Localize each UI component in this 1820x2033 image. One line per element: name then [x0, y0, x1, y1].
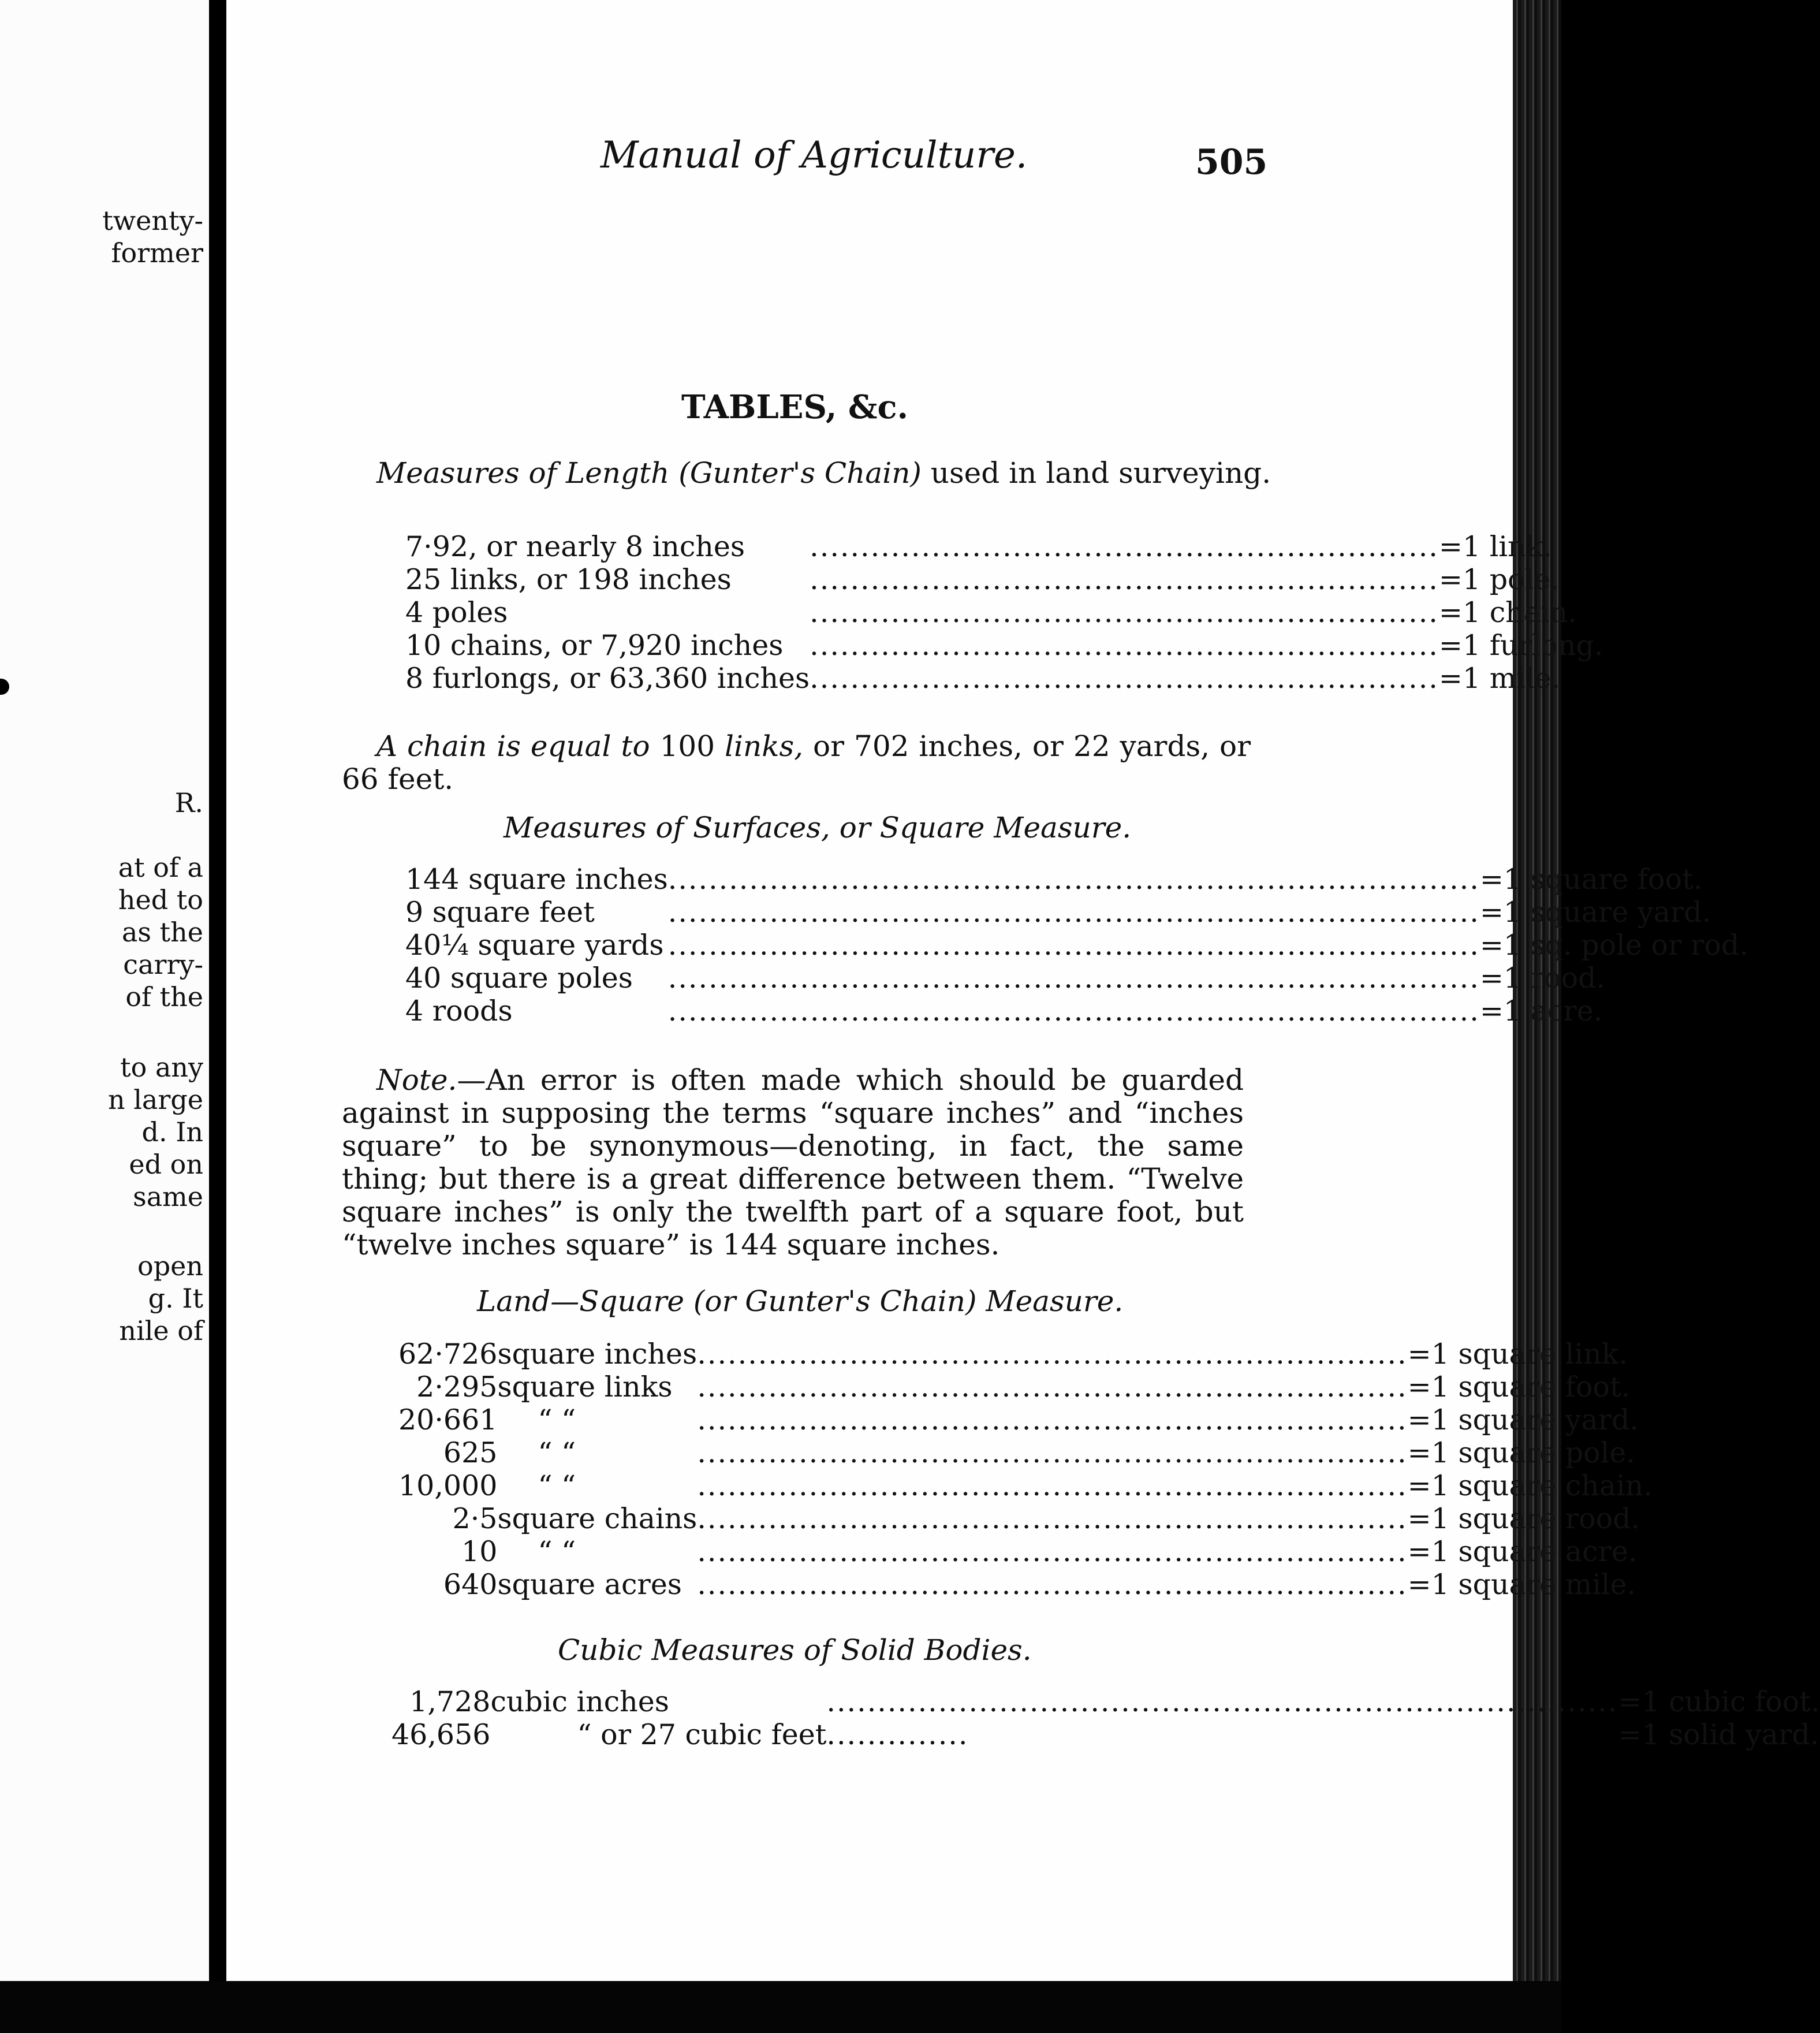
leader-dots: ......................................................................: [697, 1403, 1408, 1436]
leader-dots: ..............................................................: [810, 596, 1439, 629]
equals-sign: =: [1407, 1403, 1431, 1436]
table-row: [398, 1403, 1653, 1436]
section-title-land: [477, 1284, 1123, 1318]
page-number: 505: [1195, 142, 1268, 183]
table-row: [398, 1436, 1653, 1469]
equals-sign: =: [1438, 530, 1463, 563]
table-row: [398, 1371, 1653, 1403]
table-cell-number: 625: [443, 1436, 498, 1469]
table-cell-result: 1 square yard.: [1431, 1403, 1639, 1436]
equals-sign: =: [1407, 1535, 1431, 1568]
leader-dots: ................................................................................: [667, 929, 1480, 962]
bullet-mark: [0, 679, 9, 695]
table-row: [398, 1469, 1653, 1502]
left-fragment: at of a: [118, 852, 203, 883]
table-cell-unit: square links: [497, 1371, 673, 1403]
table-cell-result: 1 cubic foot.: [1642, 1685, 1820, 1718]
left-fragment: to any: [120, 1052, 203, 1083]
table-cell-result: 1 square yard.: [1503, 896, 1711, 929]
left-fragment: open: [137, 1250, 203, 1282]
land-table: [398, 1338, 1653, 1601]
table-row: [405, 929, 1748, 962]
table-row: [405, 563, 1603, 596]
table-cell-quantity: 40 square poles: [405, 962, 633, 995]
equals-sign: =: [1479, 863, 1504, 896]
table-cell-result: 1 square chain.: [1431, 1469, 1653, 1502]
table-cell-result: 1 link.: [1462, 530, 1552, 563]
leader-dots: ......................................................................: [697, 1371, 1408, 1403]
table-cell-quantity: 9 square feet: [405, 896, 595, 929]
left-fragment: g. It: [148, 1283, 203, 1314]
table-cell-result: 1 square foot.: [1503, 863, 1703, 896]
table-cell-quantity: 144 square inches: [405, 863, 668, 896]
equals-sign: =: [1618, 1685, 1642, 1718]
table-row: [391, 1718, 1820, 1751]
left-fragment: twenty-: [102, 205, 203, 236]
table-row: [391, 1685, 1820, 1718]
leader-dots: ......................................................................: [697, 1502, 1408, 1535]
table-cell-result: 1 mile.: [1462, 662, 1561, 695]
equals-sign: =: [1407, 1568, 1431, 1601]
table-cell-number: 10,000: [398, 1469, 498, 1502]
table-cell-result: 1 furlong.: [1462, 629, 1603, 662]
left-fragment: R.: [174, 787, 203, 818]
table-cell-result: 1 sq. pole or rod.: [1503, 929, 1748, 962]
leader-dots: ..............................................................................: [826, 1685, 1618, 1718]
left-fragment: nile of: [119, 1315, 203, 1346]
table-row: [398, 1535, 1653, 1568]
left-fragment: carry-: [123, 949, 203, 980]
leader-dots: ......................................................................: [697, 1535, 1408, 1568]
left-fragment: ed on: [129, 1149, 203, 1180]
table-row: [405, 596, 1603, 629]
equals-sign: =: [1438, 629, 1463, 662]
table-cell-unit: square inches: [497, 1338, 698, 1371]
equals-sign: =: [1479, 995, 1504, 1027]
chain-note-text-2: or 702 inches, or 22 yards, or 66 feet.: [342, 729, 1251, 796]
equals-sign: =: [1407, 1338, 1431, 1371]
equals-sign: =: [1407, 1502, 1431, 1535]
section-title-rest: used in land surveying.: [921, 456, 1271, 490]
equals-sign: =: [1407, 1469, 1431, 1502]
table-cell-result: 1 rood.: [1503, 962, 1606, 995]
table-cell-quantity: 40¼ square yards: [405, 929, 664, 962]
leader-dots: ................................................................................: [667, 896, 1480, 929]
leader-dots: ................................................................................: [667, 995, 1480, 1027]
section-title-cubic: [558, 1633, 1032, 1667]
table-row: [405, 530, 1603, 563]
running-title: Manual of Agriculture.: [601, 134, 1028, 177]
chain-note-italic-b: links,: [725, 729, 804, 763]
table-cell-result: 1 square pole.: [1431, 1436, 1635, 1469]
section-title-italic: Measures of Length (Gunter's Chain): [376, 456, 922, 490]
table-cell-result: 1 square mile.: [1431, 1568, 1636, 1601]
equals-sign: =: [1438, 662, 1463, 695]
table-cell-unit: cubic inches: [490, 1685, 669, 1718]
section-title-length: [376, 456, 1271, 490]
note-text: —An error is often made which should be guarded against in supposing the terms “square inches” and “inches square” to be synonymous—denoting, in fact, the same thing; but there is a great difference between them. “Twelve square inches” is only the twelfth part of a square foot, but “twelve inches square” is 144 square inches.: [342, 1063, 1244, 1261]
table-cell-number: 2·5: [452, 1502, 498, 1535]
table-row: [405, 962, 1748, 995]
left-fragment: hed to: [118, 884, 203, 915]
left-fragment: n large: [107, 1084, 203, 1115]
leader-dots: ..............................................................: [810, 629, 1439, 662]
equals-sign: =: [1618, 1718, 1642, 1751]
leader-dots: ..............: [826, 1718, 969, 1751]
table-row: [398, 1502, 1653, 1535]
table-cell-number: 20·661: [398, 1403, 498, 1436]
table-cell-quantity: 10 chains, or 7,920 inches: [405, 629, 784, 662]
section-title-italic: Land—Square (or Gunter's Chain) Measure.: [477, 1284, 1124, 1318]
length-table: [405, 530, 1603, 695]
table-cell-number: 2·295: [416, 1371, 498, 1403]
scan-border: [0, 1981, 1561, 2033]
leader-dots: ......................................................................: [697, 1436, 1408, 1469]
table-cell-quantity: 4 poles: [405, 596, 508, 629]
table-cell-unit: “ “: [538, 1436, 576, 1469]
table-cell-number: 10: [461, 1535, 498, 1568]
chain-note-paragraph: [342, 730, 1251, 796]
table-row: [405, 863, 1748, 896]
table-cell-quantity: 7·92, or nearly 8 inches: [405, 530, 745, 563]
note-paragraph: [342, 1064, 1244, 1261]
chain-note-text-1: 100: [650, 729, 725, 763]
equals-sign: =: [1407, 1371, 1431, 1403]
table-row: [398, 1568, 1653, 1601]
page-title: TABLES, &c.: [681, 388, 909, 426]
equals-sign: =: [1407, 1436, 1431, 1469]
table-cell-result: 1 chain.: [1462, 596, 1577, 629]
table-cell-number: 640: [443, 1568, 498, 1601]
equals-sign: =: [1479, 929, 1504, 962]
cubic-table: [391, 1685, 1820, 1751]
left-fragment: d. In: [141, 1116, 203, 1148]
table-row: [405, 995, 1748, 1027]
table-cell-unit: “ “: [538, 1469, 576, 1502]
table-cell-result: 1 pole.: [1462, 563, 1560, 596]
table-cell-unit: “ or 27 cubic feet: [577, 1718, 827, 1751]
left-fragment: as the: [122, 917, 203, 948]
note-label: Note.: [376, 1063, 457, 1097]
chain-note-italic-a: A chain is equal to: [376, 729, 650, 763]
table-cell-quantity: 8 furlongs, or 63,360 inches: [405, 662, 810, 695]
table-cell-result: 1 square acre.: [1431, 1535, 1638, 1568]
section-title-italic: Cubic Measures of Solid Bodies.: [558, 1633, 1032, 1667]
table-row: [405, 896, 1748, 929]
leader-dots: ..............................................................: [810, 662, 1439, 695]
equals-sign: =: [1438, 563, 1463, 596]
table-cell-result: 1 square foot.: [1431, 1371, 1631, 1403]
equals-sign: =: [1479, 896, 1504, 929]
left-fragment: former: [111, 237, 203, 269]
left-fragment: of the: [125, 981, 203, 1012]
leader-dots: ..............................................................: [810, 563, 1439, 596]
table-cell-result: 1 square link.: [1431, 1338, 1628, 1371]
table-cell-result: 1 acre.: [1503, 995, 1603, 1027]
table-cell-unit: “ “: [538, 1535, 576, 1568]
leader-dots: ................................................................................: [667, 962, 1480, 995]
equals-sign: =: [1438, 596, 1463, 629]
left-fragment: same: [133, 1181, 203, 1212]
table-row: [405, 662, 1603, 695]
table-cell-number: 1,728: [409, 1685, 491, 1718]
table-cell-number: 62·726: [398, 1338, 498, 1371]
table-cell-quantity: 25 links, or 198 inches: [405, 563, 732, 596]
table-cell-number: 46,656: [391, 1718, 491, 1751]
surfaces-table: [405, 863, 1748, 1027]
leader-dots: ......................................................................: [697, 1568, 1408, 1601]
section-title-italic: Measures of Surfaces, or Square Measure.: [504, 811, 1132, 844]
section-title-surfaces: [504, 811, 1131, 844]
table-cell-unit: “ “: [538, 1403, 576, 1436]
leader-dots: ......................................................................: [697, 1338, 1408, 1371]
table-cell-result: 1 solid yard.: [1642, 1718, 1819, 1751]
leader-dots: ................................................................................: [667, 863, 1480, 896]
leader-dots: ......................................................................: [697, 1469, 1408, 1502]
table-row: [405, 629, 1603, 662]
table-cell-result: 1 square rood.: [1431, 1502, 1640, 1535]
table-cell-unit: square chains: [497, 1502, 698, 1535]
left-facing-page: [0, 0, 209, 1981]
table-cell-unit: square acres: [497, 1568, 682, 1601]
table-row: [398, 1338, 1653, 1371]
equals-sign: =: [1479, 962, 1504, 995]
table-cell-quantity: 4 roods: [405, 995, 513, 1027]
leader-dots: ..............................................................: [810, 530, 1439, 563]
